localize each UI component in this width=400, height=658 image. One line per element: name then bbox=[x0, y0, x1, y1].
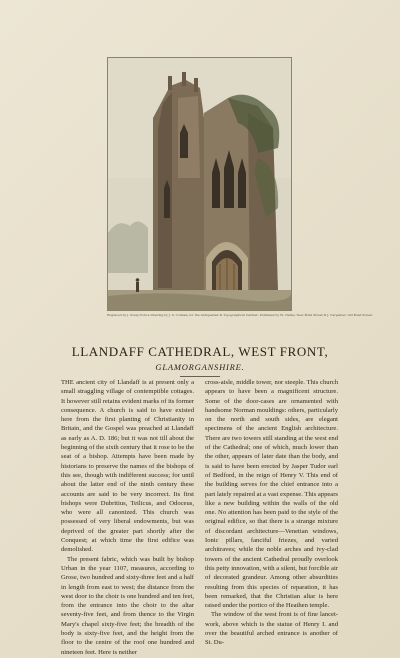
paragraph: cross-aisle, middle tower, nor steeple. This church appears to have been a magnificent structure. Some of the door-cases are ornamented with handsome Norman mouldings: others, particularly on the north and south sides, are elegant specimens of the ancient English architecture. There are two towers still standing at the west end of the Cathedral; one of which, much lower than the other, appears of later date than the body, and is said to have been erected by Jasper Tudor earl of Bedford, in the reign of Henry V. This end of the building serves for the chief entrance into a part lately repaired at a vast expense. This appears like a new building within the walls of the old one. No attention has been paid to the style of the original edifice, so that there is a strange mixture of discordant architecture—Venetian windows, Ionic pillars, fanciful friezes, and varied architraves; while the noble arches and ivy-clad towers of the ancient Cathedral proudly overlook this petty innovation, with a silent, but forcible air of decorated grandeur. Among other absurdities resulting from this species of reparation, it has been remarked, that the Christian altar is here raised under the portico of the Heathen temple. bbox=[205, 379, 338, 610]
paragraph: THE ancient city of Llandaff is at present only a small straggling village of contemptible cottages. It however still retains evident marks of its former consequence. A church is said to have existed here from the first planting of Christianity in Britain, and the Gospel was preached at Llandaff as early as A. D. 186; but it was not till about the beginning of the sixth century that it rose to be the seat of a bishop. Attempts have been made by historians to preserve the names of the bishops of this see, though with indifferent success; for until about the latter end of the ninth century these accounts are said to be very incorrect. Its first bishops were Dubritius, Teilicus, and Odoceus, who were all canonized. This church was possessed of very liberal endowments, but was deprived of the greater part shortly after the Conquest; at which time the first edifice was demolished. bbox=[61, 379, 194, 554]
plate-caption: Engraved by J. Greig from a Drawing by J. S. Cotman, for the Antiquarian & Topographical Cabinet. Published by W. Clarke, New Bond Street & J. Carpenter, Old Bond Street. bbox=[107, 313, 373, 317]
engraving-plate bbox=[107, 57, 292, 311]
title-divider bbox=[180, 376, 220, 377]
paragraph: The present fabric, which was built by bishop Urban in the year 1107, measures, according to Grose, two hundred and sixty-three feet and a half in length from east to west; the distance from the west door to the choir is one hundred and ten feet, from the entrance into the choir to the altar seventy-five feet, and from thence to the Virgin Mary's chapel sixty-five feet; the breadth of the body is sixty-five feet, and the height from the floor to the centre of the roof one hundred and nineteen feet. Here is neither bbox=[61, 555, 194, 656]
cathedral-illustration bbox=[108, 58, 291, 310]
page-title: LLANDAFF CATHEDRAL, WEST FRONT, bbox=[71, 344, 329, 359]
page-subtitle: GLAMORGANSHIRE. bbox=[155, 362, 245, 372]
text-column-left bbox=[61, 378, 194, 656]
paragraph: The window of the west front is of fine lancet-work, above which is the statue of Henry I. and over the beautiful arched entrance is another of St. Du- bbox=[205, 611, 338, 647]
text-column-right bbox=[205, 378, 338, 647]
